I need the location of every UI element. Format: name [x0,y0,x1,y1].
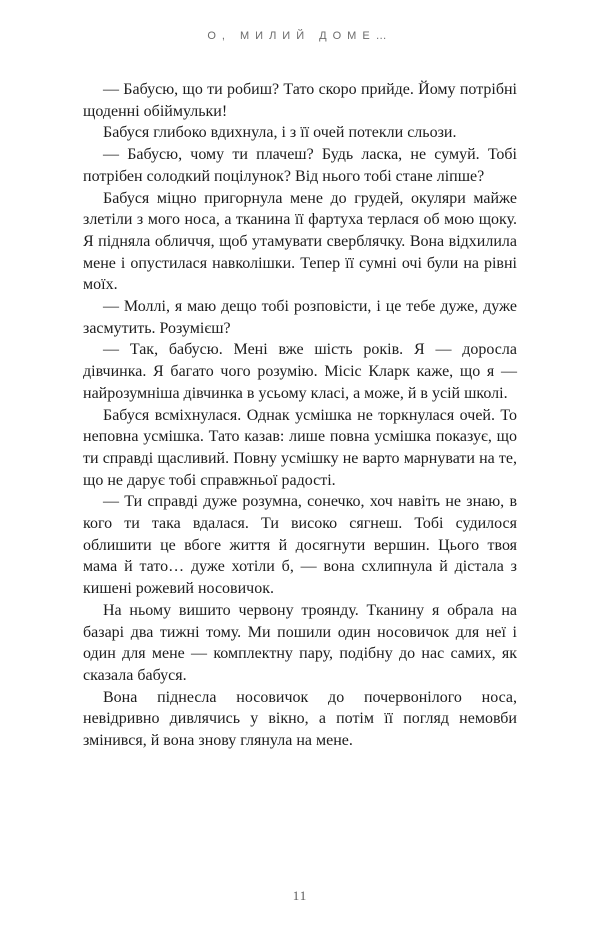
paragraph: Бабуся всміхнулася. Однак усмішка не торкнулася очей. То неповна усмішка. Тато казав: лише повна усмішка показує, що ти справді щасливий. Повну усмішку не варто марнувати на те, що не дарує тобі справжньої радості. [83,406,517,489]
paragraph: — Моллі, я маю дещо тобі розповісти, і це тебе дуже, дуже засмутить. Розумієш? [83,298,517,337]
running-header: О, МИЛИЙ ДОМЕ… [207,30,393,42]
page-body-text [83,79,517,752]
paragraph: Бабуся міцно пригорнула мене до грудей, окуляри майже злетіли з мого носа, а тканина її фартуха терлася об мою щоку. Я підняла обличчя, щоб утамувати сверблячку. Вона відхилила мене і опустилася навколішки. Тепер її сумні очі були на рівні моїх. [83,189,517,294]
paragraph: — Бабусю, чому ти плачеш? Будь ласка, не сумуй. Тобі потрібен солодкий поцілунок? Від нього тобі стане ліпше? [83,146,517,185]
paragraph: — Ти справді дуже розумна, сонечко, хоч навіть не знаю, в кого ти така вдалася. Ти високо сягнеш. Тобі судилося облишити це вбоге життя й досягнути вершин. Цього твоя мама й тато… дуже хотіли б, — вона схлипнула й дістала з кишені рожевий носовичок. [83,493,517,598]
paragraph: — Бабусю, що ти робиш? Тато скоро прийде. Йому потрібні щоденні обіймульки! [83,81,517,120]
page-number: 11 [292,888,308,903]
paragraph: Вона піднесла носовичок до почервонілого носа, невідривно дивлячись у вікно, а потім її погляд немовби змінився, й вона знову глянула на мене. [83,688,517,750]
paragraph: На ньому вишито червону троянду. Тканину я обрала на базарі два тижні тому. Ми пошили один носовичок для неї і один для мене — комплектну пару, подібну до нас самих, як сказала бабуся. [83,601,517,684]
paragraph: — Так, бабусю. Мені вже шість років. Я — доросла дівчинка. Я багато чого розумію. Місіс Кларк каже, що я — найрозумніша дівчинка в усьому класі, а може, й в усій школі. [83,341,517,402]
paragraph: Бабуся глибоко вдихнула, і з її очей потекли сльози. [103,124,457,142]
